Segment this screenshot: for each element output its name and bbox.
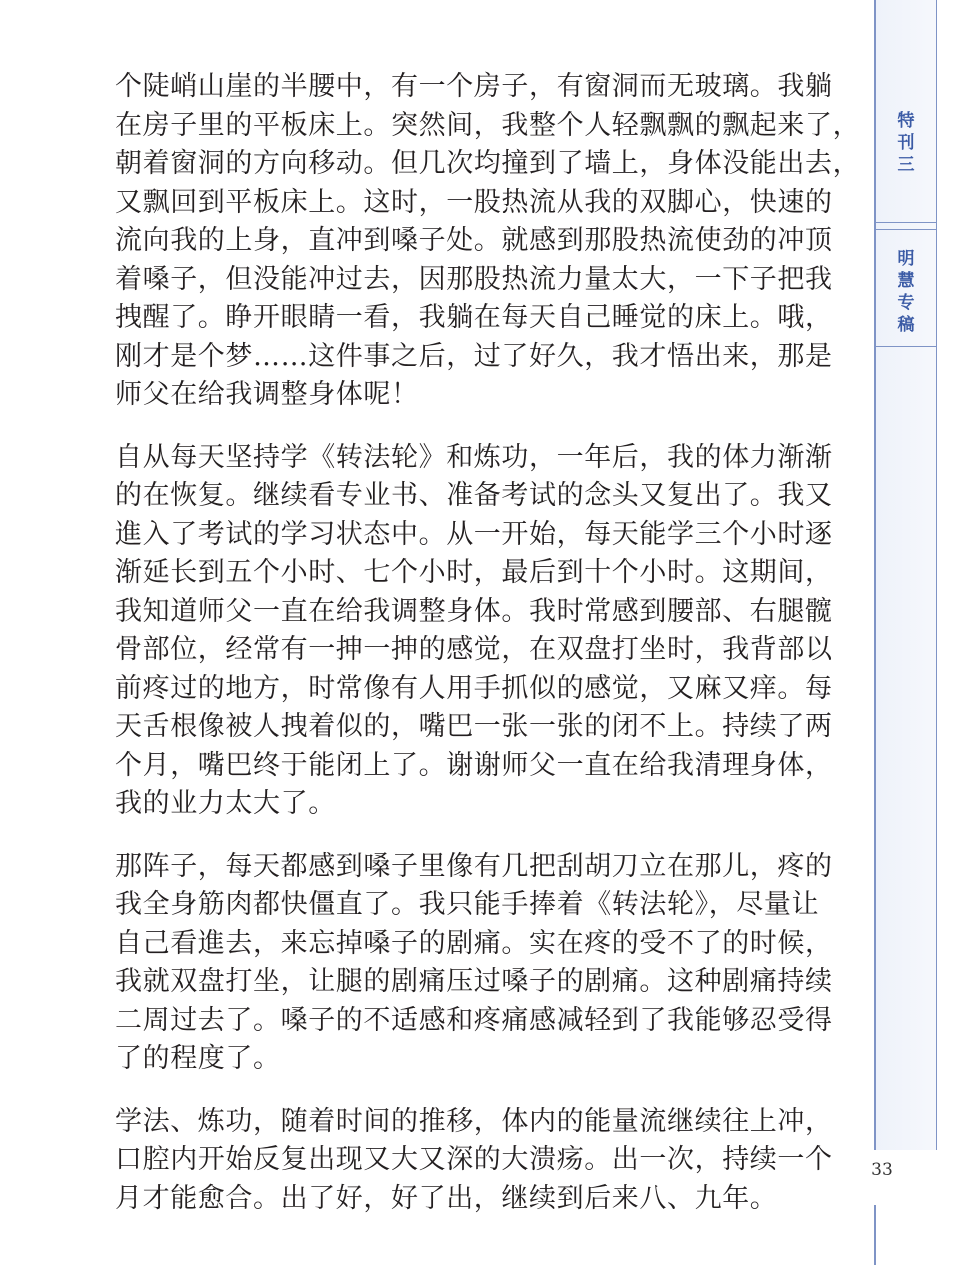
- paragraph-throat-pain: [115, 848, 863, 1079]
- text-line: 月才能愈合。出了好，好了出，继续到后来八、九年。: [115, 1182, 778, 1214]
- text-line: 我知道师父一直在给我调整身体。我时常感到腰部、右腿髋: [115, 595, 833, 627]
- text-line: 朝着窗洞的方向移动。但几次均撞到了墙上，身体没能出去，: [115, 148, 861, 179]
- text-line: 在房子里的平板床上。突然间，我整个人轻飘飘的飘起来了，: [115, 109, 861, 141]
- text-line: 师父在给我调整身体呢！: [115, 379, 419, 410]
- rail-divider: [876, 346, 936, 347]
- text-line: 又飘回到平板床上。这时，一股热流从我的双脚心，快速的: [115, 186, 833, 218]
- paragraph-dream: [115, 68, 863, 415]
- text-line: 天舌根像被人拽着似的，嘴巴一张一张的闭不上。持续了两: [115, 711, 833, 742]
- text-line: 自从每天坚持学《转法轮》和炼功，一年后，我的体力渐渐: [115, 441, 833, 473]
- rail-divider: [876, 222, 936, 223]
- text-line: 二周过去了。嗓子的不适感和疼痛感减轻到了我能够忍受得: [115, 1004, 833, 1036]
- text-line: 我全身筋肉都快僵直了。我只能手捧着《转法轮》，尽量让: [115, 889, 820, 920]
- text-line: 刚才是个梦……这件事之后，过了好久，我才悟出来，那是: [115, 340, 833, 372]
- text-line: 我就双盘打坐，让腿的剧痛压过嗓子的剧痛。这种剧痛持续: [115, 966, 833, 997]
- text-line: 那阵子，每天都感到嗓子里像有几把刮胡刀立在那儿，疼的: [115, 850, 833, 882]
- text-line: 着嗓子，但没能冲过去，因那股热流力量太大，一下子把我: [115, 263, 833, 295]
- text-line: 口腔内开始反复出现又大又深的大溃疡。出一次，持续一个: [115, 1144, 833, 1175]
- text-line: 学法、炼功，随着时间的推移，体内的能量流继续往上冲，: [115, 1105, 833, 1137]
- text-line: 骨部位，经常有一抻一抻的感觉，在双盘打坐时，我背部以: [115, 634, 833, 665]
- tab-char: 慧: [897, 271, 915, 291]
- text-line: 進入了考试的学习状态中。从一开始，每天能学三个小时逐: [115, 518, 833, 550]
- paragraph-study: [115, 439, 863, 824]
- text-line: 个月，嘴巴终于能闭上了。谢谢师父一直在给我清理身体，: [115, 749, 833, 781]
- tab-char: 三: [897, 155, 915, 175]
- tab-char: 专: [897, 293, 915, 313]
- text-line: 渐延长到五个小时、七个小时，最后到十个小时。这期间，: [115, 557, 833, 588]
- tab-char: 稿: [897, 315, 915, 335]
- text-line: 前疼过的地方，时常像有人用手抓似的感觉，又麻又痒。每: [115, 672, 833, 704]
- tab-char: 刊: [897, 133, 915, 153]
- page-number: 33: [871, 1160, 893, 1180]
- paragraph-ulcers: [115, 1103, 863, 1219]
- text-line: 个陡峭山崖的半腰中，有一个房子，有窗洞而无玻璃。我躺: [115, 71, 833, 102]
- section-tab-minghui[interactable]: [876, 248, 936, 336]
- text-line: 我的业力太大了。: [115, 788, 336, 819]
- text-line: 自己看進去，来忘掉嗓子的剧痛。实在疼的受不了的时候，: [115, 927, 833, 959]
- rail-divider: [876, 229, 936, 230]
- tab-char: 特: [897, 111, 915, 131]
- rail-lower-line: [874, 1205, 876, 1265]
- section-rail: [874, 0, 937, 1150]
- text-line: 的在恢复。继续看专业书、准备考试的念头又复出了。我又: [115, 480, 833, 511]
- text-line: 了的程度了。: [115, 1043, 281, 1074]
- text-line: 拽醒了。睁开眼睛一看，我躺在每天自己睡觉的床上。哦，: [115, 302, 833, 333]
- section-tab-special-issue[interactable]: [876, 110, 936, 176]
- article-body: [115, 68, 863, 1242]
- text-line: 流向我的上身，直冲到嗓子处。就感到那股热流使劲的冲顶: [115, 225, 833, 256]
- tab-char: 明: [897, 249, 915, 269]
